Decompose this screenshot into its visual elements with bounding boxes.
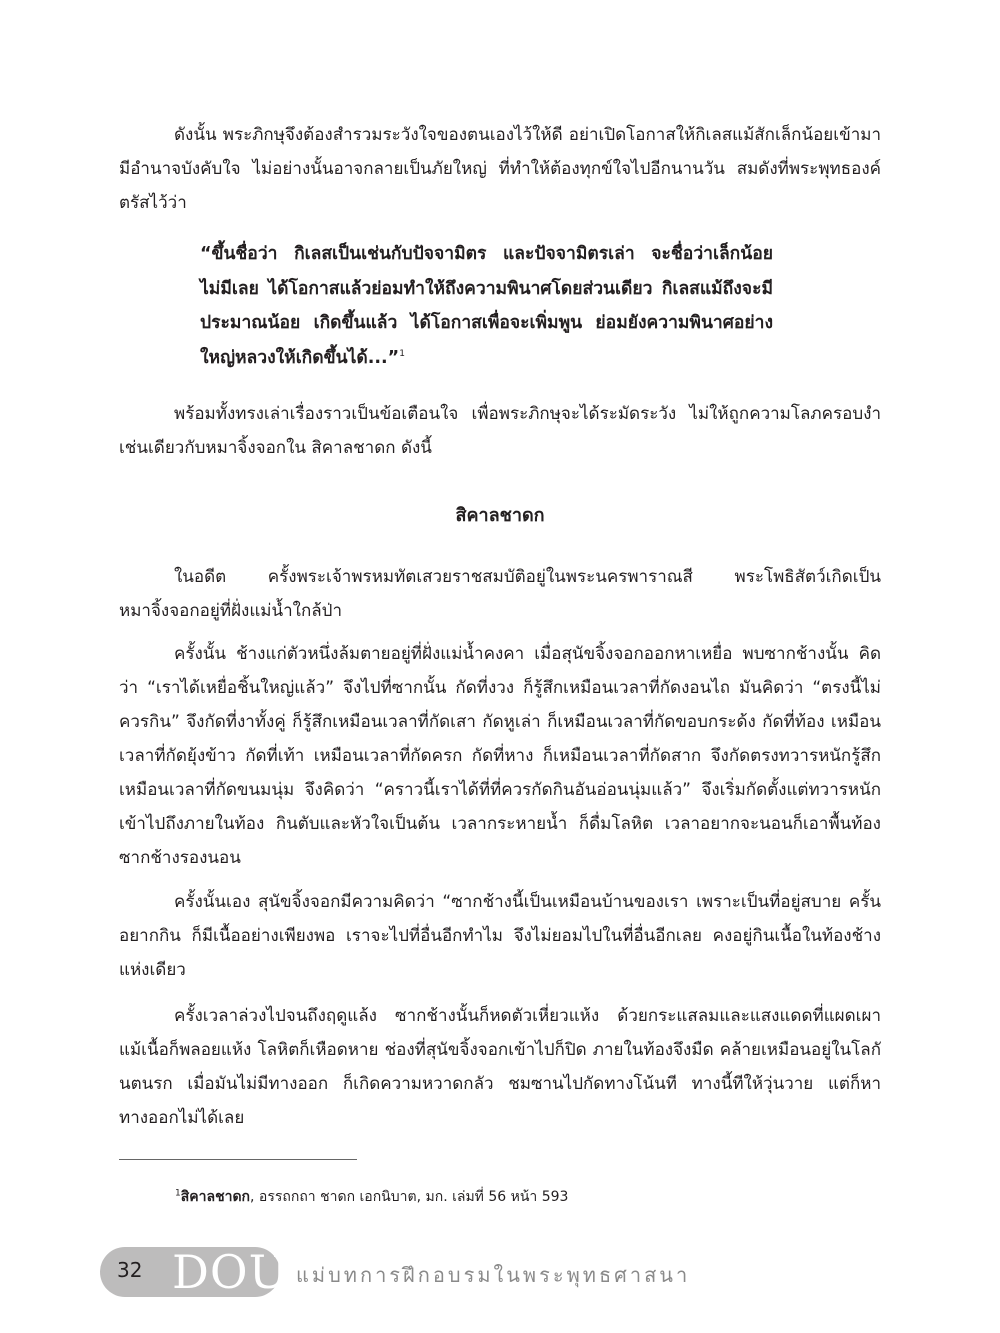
footnote-text: , อรรถกถา ชาดก เอกนิบาต, มก. เล่มที่ 56 หน้า 593 — [250, 1189, 569, 1205]
buddha-quote — [200, 237, 773, 375]
footnote-title: สิคาลชาดก — [180, 1189, 251, 1205]
paragraph-story-1: ในอดีต ครั้งพระเจ้าพรหมทัตเสวยราชสมบัติอยู่ในพระนครพาราณสี พระโพธิสัตว์เกิดเป็นหมาจิ้งจอกอยู่ที่ฝั่งแม่น้ำใกล้ป่า — [119, 567, 881, 621]
page-number: 32 — [117, 1258, 143, 1282]
brand-logo: DOU — [172, 1245, 289, 1299]
footnote-divider — [119, 1159, 357, 1160]
paragraph-story-2: ครั้งนั้น ช้างแก่ตัวหนึ่งล้มตายอยู่ที่ฝั่งแม่น้ำคงคา เมื่อสุนัขจิ้งจอกออกหาเหยื่อ พบซากช้างนั้น คิดว่า “เราได้เหยื่อชิ้นใหญ่แล้ว” จึงไปที่ซากนั้น กัดที่งวง ก็รู้สึกเหมือนเวลาที่กัดงอนไถ มันคิดว่า “ตรงนี้ไม่ควรกิน” จึงกัดที่งาทั้งคู่ ก็รู้สึกเหมือนเวลาที่กัดเสา กัดหูเล่า ก็เหมือนเวลาที่กัดขอบกระด้ง กัดที่ท้อง เหมือนเวลาที่กัดยุ้งข้าว กัดที่เท้า เหมือนเวลาที่กัดครก กัดที่หาง ก็เหมือนเวลาที่กัดสาก จึงกัดตรงทวารหนักรู้สึกเหมือนเวลาที่กัดขนมนุ่ม จึงคิดว่า “คราวนี้เราได้ที่ที่ควรกัดกินอันอ่อนนุ่มแล้ว” จึงเริ่มกัดตั้งแต่ทวารหนัก เข้าไปถึงภายในท้อง กินตับและหัวใจเป็นต้น เวลากระหายน้ำ ก็ดื่มโลหิต เวลาอยากจะนอนก็เอาพื้นท้องซากช้างรองนอน — [119, 644, 881, 868]
paragraph-intro: ดังนั้น พระภิกษุจึงต้องสำรวมระวังใจของตนเองไว้ให้ดี อย่าเปิดโอกาสให้กิเลสแม้สักเล็กน้อยเข้ามามีอำนาจบังคับใจ ไม่อย่างนั้นอาจกลายเป็นภัยใหญ่ ที่ทำให้ต้องทุกข์ใจไปอีกนานวัน สมดังที่พระพุทธองค์ตรัสไว้ว่า — [119, 125, 881, 213]
footnote-mark: 1 — [175, 1188, 181, 1199]
story-heading: สิคาลชาดก — [455, 505, 545, 526]
footnote — [175, 1186, 568, 1208]
page-badge — [100, 1245, 289, 1299]
paragraph-lead-in: พร้อมทั้งทรงเล่าเรื่องราวเป็นข้อเตือนใจ เพื่อพระภิกษุจะได้ระมัดระวัง ไม่ให้ถูกความโลภครอบงำเช่นเดียวกับหมาจิ้งจอกใน สิคาลชาดก ดังนี้ — [119, 404, 881, 458]
page-footer — [100, 1245, 691, 1299]
quote-text: “ขึ้นชื่อว่า กิเลสเป็นเช่นกับปัจจามิตร และปัจจามิตรเล่า จะชื่อว่าเล็กน้อยไม่มีเลย ได้โอกาสแล้วย่อมทำให้ถึงความพินาศโดยส่วนเดียว กิเลสแม้ถึงจะมีประมาณน้อย เกิดขึ้นแล้ว ได้โอกาสเพื่อจะเพิ่มพูน ย่อมยังความพินาศอย่างใหญ่หลวงให้เกิดขึ้นได้...” — [200, 244, 773, 368]
paragraph-story-4: ครั้งเวลาล่วงไปจนถึงฤดูแล้ง ซากช้างนั้นก็หดตัวเหี่ยวแห้ง ด้วยกระแสลมและแสงแดดที่แผดเผา แม้เนื้อก็พลอยแห้ง โลหิตก็เหือดหาย ช่องที่สุนัขจิ้งจอกเข้าไปก็ปิด ภายในท้องจึงมืด คล้ายเหมือนอยู่ในโลกันตนรก เมื่อมันไม่มีทางออก ก็เกิดความหวาดกลัว ชมซานไปกัดทางโน้นที ทางนี้ทีให้วุ่นวาย แต่ก็หาทางออกไม่ได้เลย — [119, 1006, 881, 1128]
paragraph-story-3: ครั้งนั้นเอง สุนัขจิ้งจอกมีความคิดว่า “ซากช้างนี้เป็นเหมือนบ้านของเรา เพราะเป็นที่อยู่สบาย ครั้นอยากกิน ก็มีเนื้ออย่างเพียงพอ เราจะไปที่อื่นอีกทำไม จึงไม่ยอมไปในที่อื่นอีกเลย คงอยู่กินเนื้อในท้องช้างแห่งเดียว — [119, 892, 881, 980]
quote-footnote-mark: 1 — [399, 348, 405, 359]
course-title: แม่บทการฝึกอบรมในพระพุทธศาสนา — [296, 1263, 691, 1287]
